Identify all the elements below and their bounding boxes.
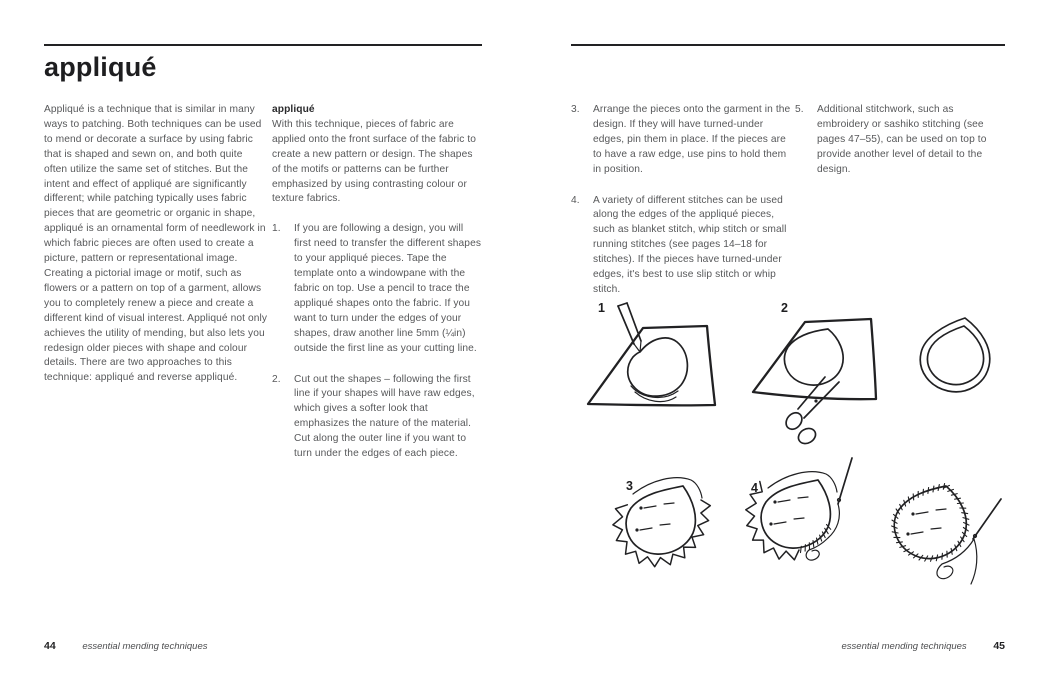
step-item-2 [272, 373, 482, 462]
fabric-swatch [588, 326, 715, 405]
figure-1-label: 1 [598, 301, 605, 315]
section-heading: appliqué [272, 104, 315, 115]
step-item-5 [795, 103, 1005, 178]
turned-edge-line [768, 472, 837, 492]
pin-icon [773, 500, 790, 504]
pin-icon [911, 512, 928, 516]
right-page [571, 0, 1005, 689]
step-item-4 [571, 194, 795, 298]
step-number: 5. [795, 104, 804, 115]
section-intro: With this technique, pieces of fabric are applied onto the front surface of the fabric to create a new pattern or design. The shapes of the motifs or patterns can be further emphasized by using contrasting colour or texture fabrics. [272, 118, 477, 205]
pin-icon [664, 503, 674, 504]
intro-paragraph: Appliqué is a technique that is similar in many ways to patching. Both techniques can be used to mend or decorate a surface by using fabric that is shaped and sewn on, and both quite often utilize the same set of stitches. But the intent and effect of appliqué are significantly different; while patching typically uses fabric pieces that are geometric or organic in shape, appliqué is an ornamental form of needlework in which fabric pieces are often used to create a picture, pattern or representational image. Creating a pictorial image or motif, such as flowers or a pattern on top of a garment, allows you to completely renew a piece and create a different kind of visual interest. Appliqué not only achieves the utility of mending, but also lets you redesign older pieces with shape and colour details. There are two approaches to this technique: appliqué and reverse appliqué. [44, 104, 268, 384]
running-title: essential mending techniques [82, 641, 208, 652]
pencil-icon [618, 303, 641, 352]
instructions-column-3 [795, 103, 1005, 194]
pin-icon [769, 522, 786, 526]
pin-icon [660, 524, 670, 525]
step-number: 3. [571, 104, 580, 115]
needle-icon [838, 458, 853, 504]
figure-fully-stitched-piece-with-needle [868, 472, 1008, 592]
step-item-3 [571, 103, 795, 178]
pin-icon [635, 528, 652, 532]
instructions-column-1 [272, 103, 482, 478]
figure-whip-stitching-edge-with-needle [733, 452, 883, 592]
page-title: appliqué [44, 52, 157, 82]
step-number: 1. [272, 223, 281, 235]
scissors-icon [783, 377, 839, 447]
footer-right [571, 640, 1005, 652]
left-page [44, 0, 482, 689]
step-number: 4. [571, 194, 580, 206]
teardrop-outline [626, 486, 695, 554]
step-number: 2. [272, 373, 281, 385]
pin-icon [936, 509, 946, 510]
figure-pinned-piece-with-clipped-edges [603, 468, 723, 580]
pin-icon [639, 506, 656, 510]
pin-icon [794, 518, 804, 519]
step-text: Arrange the pieces onto the garment in the design. If they will have turned-under edges, pin them in place. If the pieces are to have a raw edge, use pins to hold them in position. [593, 104, 791, 175]
figure-cut-piece-with-seam-allowance [903, 308, 1008, 403]
needle-icon [973, 499, 1001, 539]
header-rule-right [571, 44, 1005, 46]
step-item-1 [272, 222, 482, 356]
figure-3-label: 3 [626, 479, 633, 493]
step-text: Additional stitchwork, such as embroidery or sashiko stitching (see pages 47–55), can be used on top to provide another level of detail to the design. [817, 104, 987, 175]
intro-column [44, 103, 268, 386]
footer-left [44, 640, 482, 652]
pin-icon [906, 532, 923, 536]
page-number: 45 [993, 640, 1005, 652]
figure-trace-template-with-pencil [563, 294, 733, 444]
step-text: If you are following a design, you will first need to transfer the different shapes to your appliqué pieces. Tape the template onto a windowpane with the fabric on top. Use a pencil to trace the appliqué shapes onto the fabric. If you want to turn under the edges of your shapes, draw another line 5mm (¼in) outside the first line as your cutting line. [294, 223, 482, 354]
page-number: 44 [44, 640, 56, 652]
step-text: Cut out the shapes – following the first line if your shapes will have raw edges, which gives a softer look that emphasizes the nature of the material. Cut along the outer line if you want to turn under the edges of each piece. [294, 373, 475, 460]
turned-edge-line [633, 478, 702, 498]
running-title: essential mending techniques [841, 641, 967, 652]
figure-2-label: 2 [781, 301, 788, 315]
fold-line [927, 326, 983, 385]
header-rule-left [44, 44, 482, 46]
pin-icon [931, 528, 941, 529]
figure-4-label: 4 [751, 481, 758, 495]
figure-cut-shape-with-scissors [738, 292, 908, 462]
instructions-column-2 [571, 103, 795, 314]
pin-icon [798, 497, 808, 498]
step-text: A variety of different stitches can be used along the edges of the appliqué pieces, such as blanket stitch, whip stitch or small running stitches (see pages 14–18 for stitches). If the pieces have turned-under edges, it's best to use slip stitch or whip stitch. [593, 194, 787, 295]
thread [937, 539, 977, 584]
